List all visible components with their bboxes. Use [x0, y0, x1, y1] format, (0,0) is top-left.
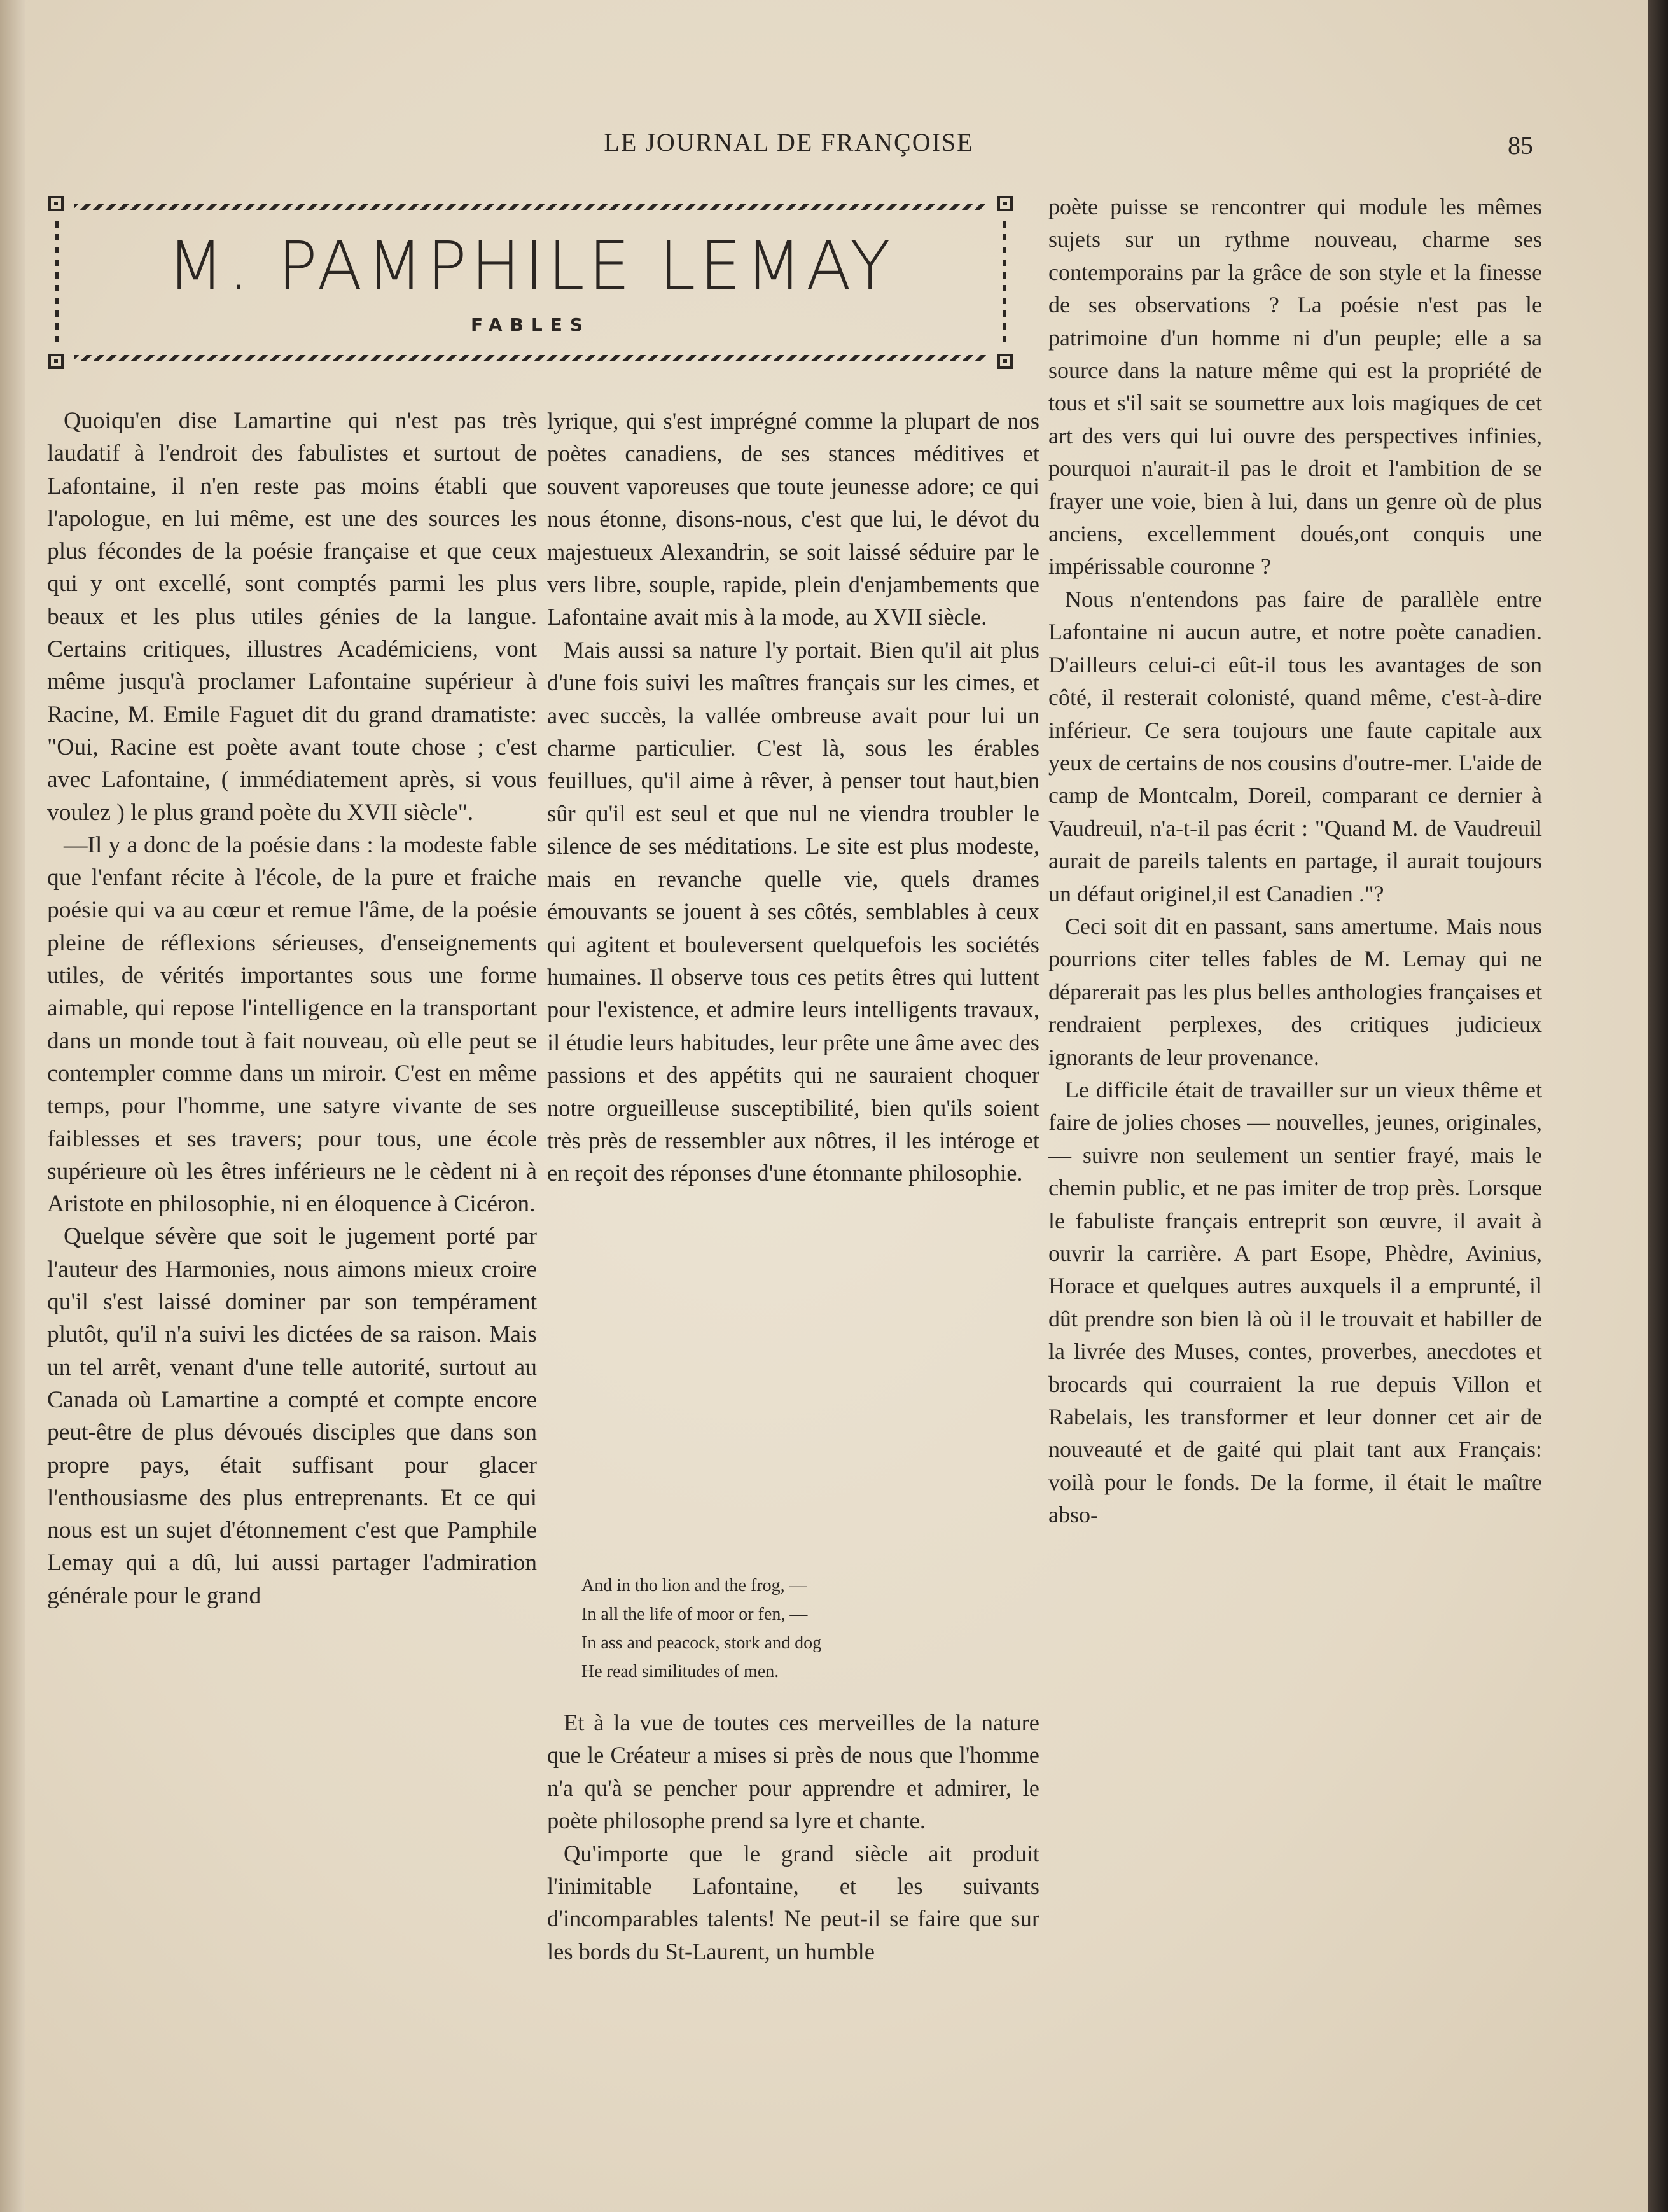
title-frame [48, 196, 1013, 369]
page-edge [1648, 0, 1668, 2212]
ornamental-rule-top [74, 204, 987, 210]
page-gutter-shadow [0, 0, 25, 2212]
paragraph: Qu'importe que le grand siècle ait produit l'inimitable Lafontaine, et les suivants d'incomparables talents! Ne peut-il se faire que sur les bords du St-Laurent, un humble [547, 1840, 1039, 1965]
page-number: 85 [1508, 131, 1533, 160]
paragraph: Nous n'entendons pas faire de parallèle entre Lafontaine ni aucun autre, et notre poète canadien. D'ailleurs celui-ci eût-il tous les avantages de son côté, il resterait colonisté, quand même, c'est-à-dire inférieur. Ce sera toujours une faute capitale aux yeux de certains de nos cousins d'outre-mer. L'aide de camp de Montcalm, Doreil, comparant ce dernier à Vaudreuil, n'a-t-il pas écrit : "Quand M. de Vaudreuil aurait de pareils talents en partage, il aurait toujours un défaut originel,il est Canadien ."? [1048, 586, 1542, 907]
paragraph: Ceci soit dit en passant, sans amertume. Mais nous pourrions citer telles fables de M. Lemay qui ne déparerait pas les plus belles anthologies françaises et rendraient perplexes, des critiques judicieux ignorants de leur provenance. [1048, 913, 1542, 1070]
text-column-3 [1048, 191, 1542, 1532]
text-column-1 [47, 405, 537, 1612]
corner-ornament-icon [48, 196, 64, 211]
paragraph: lyrique, qui s'est imprégné comme la plupart de nos poètes canadiens, de ses stances méditives et souvent vaporeuses que toute jeunesse adore; ce qui nous étonne, disons-nous, c'est que lui, le dévot du majestueux Alexandrin, se soit laissé séduire par le vers libre, souple, rapide, plein d'enjambements que Lafontaine avait mis à la mode, au XVII siècle. [547, 408, 1039, 630]
ornamental-rule-bottom [74, 355, 987, 361]
text-column-2-continued [547, 1706, 1039, 1968]
paragraph: Quelque sévère que soit le jugement porté par l'auteur des Harmonies, nous aimons mieux croire qu'il s'est laissé dominer par son tempérament plutôt, qu'il n'a suivi les dictées de sa raison. Mais un tel arrêt, venant d'une telle autorité, surtout au Canada où Lamartine a compté et compte encore peut-être de plus dévoués disciples que dans son propre pays, était suffisant pour glacer l'enthousiasme des plus entreprenants. Et ce qui nous est un sujet d'étonnement c'est que Pamphile Lemay qui a dû, lui aussi partager l'admiration générale pour le grand [47, 1223, 537, 1609]
running-head: LE JOURNAL DE FRANÇOISE [604, 128, 974, 157]
corner-ornament-icon [48, 354, 64, 369]
paragraph: poète puisse se rencontrer qui module les mêmes sujets sur un rythme nouveau, charme ses contemporains par la grâce de son style et la finesse de ses observations ? La poésie n'est pas le patrimoine d'un homme ni d'un peuple; elle a sa source dans la nature même qui est la propriété de tous et s'il sait se soumettre aux lois magiques de cet art des vers qui lui ouvre des perspectives infinies, pourquoi n'aurait-il pas le droit et l'ambition de se frayer une voie, bien à lui, dans un genre où de plus anciens, excellemment doués,ont conquis une impérissable couronne ? [1048, 194, 1542, 580]
article-subtitle: FABLES [470, 314, 591, 335]
paragraph: —Il y a donc de la poésie dans : la modeste fable que l'enfant récite à l'école, de la pure et fraiche poésie qui va au cœur et remue l'âme, de la poésie pleine de réflexions sérieuses, d'enseignements utiles, de vérités importantes sous une forme aimable, qui repose l'intelligence en la transportant dans un monde tout à fait nouveau, où elle peut se contempler comme dans un miroir. C'est en même temps, pour l'homme, une satyre vivante de ses faiblesses et ses travers; pour tous, une école supérieure où les êtres inférieurs ne le cèdent ni à Aristote en philosophie, ni en éloquence à Cicéron. [47, 831, 537, 1218]
paragraph: Le difficile était de travailler sur un vieux thême et faire de jolies choses — nouvelles, jeunes, originales, — suivre non seulement un sentier frayé, mais le chemin public, et ne pas imiter de trop près. Lorsque le fabuliste français entreprit son œuvre, il avait à ouvrir la carrière. A part Esope, Phèdre, Avinius, Horace et quelques autres auxquels il a emprunté, il dût prendre son bien là où il le trouvait et habiller de la livrée des Muses, contes, proverbes, anecdotes et brocards qui courraient la rue depuis Villon et Rabelais, les transformer et leur donner cet air de nouveauté et de gaité qui plait tant aux Français: voilà pour le fonds. De la forme, il était le maître abso- [1048, 1076, 1542, 1528]
text-column-2 [547, 405, 1039, 1190]
verse-line: And in tho lion and the frog, — [581, 1576, 807, 1596]
paragraph: Mais aussi sa nature l'y portait. Bien qu'il ait plus d'une fois suivi les maîtres français sur les cimes, et avec succès, la vallée ombreuse avait pour lui un charme particulier. C'est là, sous les érables feuillues, qu'il aime à rêver, à penser tout haut,bien sûr qu'il est seul et que nul ne viendra troubler le silence de ses méditations. Le site est plus modeste, mais en revanche quelle vie, quels drames émouvants se jouent à ses côtés, semblables à ceux qui agitent et bouleversent quelquefois les sociétés humaines. Il observe tous ces petits êtres qui luttent pour l'existence, et admire leurs intelligents travaux, il étudie leurs habitudes, leur prête une âme avec des passions et des appétits qui ne sauraient choquer notre orgueilleuse susceptibilité, bien qu'ils soient très près de ressembler aux nôtres, il les intéroge et en reçoit des réponses d'une étonnante philosophie. [547, 636, 1039, 1186]
corner-ornament-icon [997, 196, 1013, 211]
verse-line: In all the life of moor or fen, — [581, 1604, 808, 1624]
paragraph: Quoiqu'en dise Lamartine qui n'est pas très laudatif à l'endroit des fabulistes et surtout de Lafontaine, il n'en reste pas moins établi que l'apologue, en lui même, est une des sources les plus fécondes de la poésie française et que ceux qui y ont excellé, sont comptés parmi les plus beaux et les plus utiles génies de la langue. Certains critiques, illustres Académiciens, vont même jusqu'à proclamer Lafontaine supérieur à Racine, M. Emile Faguet dit du grand dramatiste: "Oui, Racine est poète avant toute chose ; c'est avec Lafontaine, ( immédiatement après, si vous voulez ) le plus grand poète du XVII siècle". [47, 408, 537, 826]
article-title: M. PAMPHILE LEMAY [167, 227, 894, 305]
paragraph: Et à la vue de toutes ces merveilles de la nature que le Créateur a mises si près de nous que l'homme n'a qu'à se pencher pour apprendre et admirer, le poète philosophe prend sa lyre et chante. [547, 1709, 1039, 1834]
verse-line: In ass and peacock, stork and dog [581, 1633, 822, 1653]
verse-quotation [581, 1571, 1001, 1686]
corner-ornament-icon [997, 354, 1013, 369]
verse-line: He read similitudes of men. [581, 1662, 779, 1681]
